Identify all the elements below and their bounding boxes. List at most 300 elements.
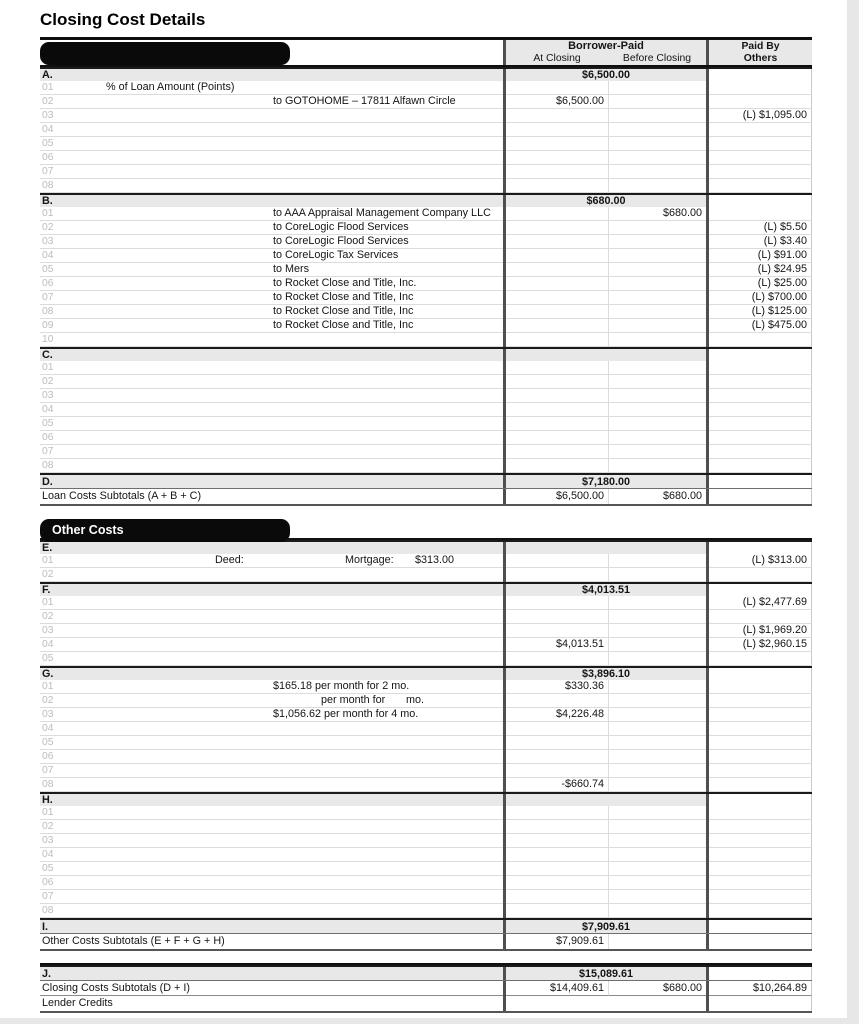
section-letter: J. <box>42 968 52 980</box>
fee-row <box>40 568 812 582</box>
row-number: 10 <box>42 334 54 345</box>
section-letter: H. <box>42 794 53 806</box>
row-number: 02 <box>42 222 54 233</box>
before-closing-amount <box>608 904 706 918</box>
row-description <box>40 195 503 207</box>
paid-by-others-amount <box>709 764 812 778</box>
at-closing-amount <box>506 319 608 333</box>
fee-detail: to CoreLogic Flood Services <box>273 221 409 233</box>
fee-detail: $313.00 <box>415 554 455 566</box>
row-number: 05 <box>42 653 54 664</box>
before-closing-amount <box>608 848 706 862</box>
at-closing-amount <box>506 694 608 708</box>
fee-row <box>40 81 812 95</box>
before-closing-amount <box>608 708 706 722</box>
row-description <box>40 554 503 568</box>
fee-detail: $165.18 per month for 2 mo. <box>273 680 410 692</box>
fee-row <box>40 235 812 249</box>
row-description <box>40 862 503 876</box>
row-description <box>40 722 503 736</box>
row-description <box>40 680 503 694</box>
loan-costs-tab-cell <box>40 40 503 65</box>
at-closing-amount <box>506 445 608 459</box>
fee-row <box>40 277 812 291</box>
at-closing-amount <box>506 81 608 95</box>
at-closing-amount <box>506 722 608 736</box>
section-total-amount <box>506 542 706 554</box>
paid-by-others-amount <box>709 179 812 193</box>
section-letter: G. <box>42 668 54 680</box>
fee-row <box>40 680 812 694</box>
before-closing-amount <box>608 722 706 736</box>
row-description <box>40 179 503 193</box>
at-closing-amount <box>506 459 608 473</box>
loan-costs-tab <box>40 42 290 65</box>
row-description <box>40 876 503 890</box>
at-closing-amount: $7,909.61 <box>555 935 604 947</box>
row-description <box>40 137 503 151</box>
row-description <box>40 848 503 862</box>
before-closing-amount <box>608 624 706 638</box>
fee-detail: to CoreLogic Flood Services <box>273 235 409 247</box>
at-closing-amount <box>506 403 608 417</box>
before-closing-amount <box>608 179 706 193</box>
paid-by-others-amount <box>709 403 812 417</box>
before-closing-amount <box>608 165 706 179</box>
row-number: 01 <box>42 807 54 818</box>
row-label: Loan Costs Subtotals (A + B + C) <box>42 490 202 502</box>
paid-by-others-amount: (L) $5.50 <box>709 221 812 235</box>
before-closing-amount <box>608 680 706 694</box>
before-closing-amount <box>608 638 706 652</box>
paid-by-others-amount: (L) $25.00 <box>709 277 812 291</box>
loan-costs-column-header <box>40 37 812 67</box>
fee-row <box>40 95 812 109</box>
row-description <box>40 165 503 179</box>
fee-row <box>40 305 812 319</box>
before-closing-amount <box>608 277 706 291</box>
row-description <box>40 668 503 680</box>
row-number: 03 <box>42 835 54 846</box>
paid-by-others-amount: (L) $2,477.69 <box>709 596 812 610</box>
before-closing-amount <box>608 375 706 389</box>
row-description <box>40 431 503 445</box>
paid-by-others-amount <box>709 694 812 708</box>
section-total-amount <box>506 349 706 361</box>
fee-row <box>40 778 812 792</box>
paid-by-others-amount <box>709 904 812 918</box>
fee-row <box>40 694 812 708</box>
paid-by-others-amount <box>709 876 812 890</box>
row-description <box>40 417 503 431</box>
row-number: 06 <box>42 152 54 163</box>
row-description <box>40 69 503 81</box>
at-closing-amount: $4,013.51 <box>506 638 608 652</box>
fee-row <box>40 764 812 778</box>
paid-by-others-amount <box>709 778 812 792</box>
row-description <box>40 806 503 820</box>
fee-row <box>40 291 812 305</box>
at-closing-amount <box>506 179 608 193</box>
section-letter: A. <box>42 69 53 81</box>
fee-row <box>40 389 812 403</box>
at-closing-amount <box>506 375 608 389</box>
row-description <box>40 263 503 277</box>
total-row <box>40 473 812 488</box>
at-closing-amount <box>506 207 608 221</box>
at-closing-amount: -$660.74 <box>506 778 608 792</box>
row-description <box>40 375 503 389</box>
at-closing-amount <box>506 624 608 638</box>
row-number: 08 <box>42 180 54 191</box>
row-number: 05 <box>42 418 54 429</box>
before-closing-amount <box>608 445 706 459</box>
fee-row <box>40 165 812 179</box>
at-closing-amount <box>506 137 608 151</box>
at-closing-amount <box>506 806 608 820</box>
row-number: 08 <box>42 905 54 916</box>
section-total-amount: $15,089.61 <box>506 967 706 980</box>
fee-row <box>40 890 812 904</box>
row-number: 01 <box>42 555 54 566</box>
row-description <box>40 750 503 764</box>
before-closing-amount <box>608 151 706 165</box>
row-number: 08 <box>42 779 54 790</box>
at-closing-amount <box>506 417 608 431</box>
before-closing-amount <box>608 834 706 848</box>
paid-by-others-amount: $10,264.89 <box>709 981 812 996</box>
paid-by-others-amount <box>709 584 812 596</box>
section-total-amount: $7,909.61 <box>506 920 706 933</box>
at-closing-amount <box>506 834 608 848</box>
fee-row <box>40 624 812 638</box>
fee-row <box>40 207 812 221</box>
paid-by-others-amount <box>709 680 812 694</box>
other-costs-body <box>40 540 812 949</box>
section-letter: E. <box>42 542 53 554</box>
row-number: 01 <box>42 208 54 219</box>
at-closing-amount <box>506 151 608 165</box>
row-number: 07 <box>42 891 54 902</box>
row-description <box>40 95 503 109</box>
row-number: 06 <box>42 432 54 443</box>
row-number: 02 <box>42 96 54 107</box>
paid-by-others-amount <box>709 890 812 904</box>
before-closing-amount <box>608 934 706 949</box>
row-label: Closing Costs Subtotals (D + I) <box>42 982 190 994</box>
fee-row <box>40 876 812 890</box>
paid-by-others-amount <box>709 652 812 666</box>
before-closing-amount <box>608 361 706 375</box>
row-number: 08 <box>42 460 54 471</box>
row-description <box>40 305 503 319</box>
fee-label <box>40 792 503 793</box>
before-closing-amount <box>608 996 706 1011</box>
at-closing-amount <box>506 890 608 904</box>
fee-row <box>40 736 812 750</box>
borrower-paid-label: Borrower-Paid <box>568 40 644 52</box>
paid-by-others-amount <box>709 389 812 403</box>
at-closing-amount <box>506 596 608 610</box>
paid-by-others-amount: (L) $313.00 <box>709 554 812 568</box>
row-number: 04 <box>42 639 54 650</box>
row-description <box>40 624 503 638</box>
row-description <box>40 890 503 904</box>
paid-by-others-amount <box>709 417 812 431</box>
row-number: 03 <box>42 709 54 720</box>
fee-row <box>40 109 812 123</box>
at-closing-amount <box>506 305 608 319</box>
row-number: 03 <box>42 625 54 636</box>
paid-by-others-amount <box>709 610 812 624</box>
at-closing-amount <box>506 109 608 123</box>
row-description <box>40 542 503 554</box>
paid-by-others-amount: (L) $1,969.20 <box>709 624 812 638</box>
head-row <box>40 193 812 207</box>
paid-by-others-amount <box>709 750 812 764</box>
paid-by-others-amount <box>709 834 812 848</box>
plain-row <box>40 996 812 1011</box>
before-closing-amount <box>608 652 706 666</box>
at-closing-amount: $6,500.00 <box>506 95 608 109</box>
at-closing-amount <box>506 277 608 291</box>
row-label: Lender Credits <box>42 997 113 1009</box>
row-number: 02 <box>42 376 54 387</box>
other-costs-tab <box>40 519 290 542</box>
total-row <box>40 965 812 980</box>
at-closing-amount <box>506 610 608 624</box>
fee-row <box>40 610 812 624</box>
paid-by-others-amount <box>709 137 812 151</box>
row-description <box>40 967 503 980</box>
row-description <box>40 736 503 750</box>
row-number: 07 <box>42 292 54 303</box>
row-number: 04 <box>42 849 54 860</box>
fee-detail: Deed: <box>215 554 244 566</box>
row-description <box>40 475 503 488</box>
fee-detail: per month for <box>321 694 386 706</box>
row-number: 04 <box>42 250 54 261</box>
fee-row <box>40 263 812 277</box>
row-number: 02 <box>42 821 54 832</box>
paid-by-others-amount <box>709 722 812 736</box>
before-closing-amount <box>608 750 706 764</box>
row-description <box>40 834 503 848</box>
row-description <box>40 445 503 459</box>
paid-by-label-line2: Others <box>743 52 778 64</box>
fee-row <box>40 750 812 764</box>
row-number: 05 <box>42 264 54 275</box>
head-row <box>40 540 812 554</box>
at-closing-amount <box>506 764 608 778</box>
row-description <box>40 151 503 165</box>
row-number: 01 <box>42 681 54 692</box>
row-number: 06 <box>42 751 54 762</box>
row-description <box>40 123 503 137</box>
fee-row <box>40 179 812 193</box>
row-description <box>40 920 503 933</box>
section-letter: C. <box>42 349 53 361</box>
paid-by-others-amount <box>709 794 812 806</box>
at-closing-amount <box>506 291 608 305</box>
at-closing-amount <box>506 568 608 582</box>
row-description <box>40 996 503 1011</box>
fee-detail: to Rocket Close and Title, Inc <box>273 305 414 317</box>
paid-by-others-amount <box>709 934 812 949</box>
fee-detail: mo. <box>406 694 424 706</box>
paid-by-others-amount <box>709 95 812 109</box>
section-letter: F. <box>42 584 51 596</box>
paid-by-others-amount: (L) $24.95 <box>709 263 812 277</box>
paid-by-others-amount <box>709 361 812 375</box>
paid-by-others-amount <box>709 195 812 207</box>
row-description <box>40 981 503 996</box>
row-number: 04 <box>42 723 54 734</box>
at-closing-amount <box>506 652 608 666</box>
row-number: 01 <box>42 362 54 373</box>
section-letter: B. <box>42 195 53 207</box>
at-closing-amount <box>506 431 608 445</box>
at-closing-amount <box>506 848 608 862</box>
fee-detail: to AAA Appraisal Management Company LLC <box>273 207 491 219</box>
fee-row <box>40 904 812 918</box>
section-letter: I. <box>42 921 48 933</box>
fee-detail: $1,056.62 per month for 4 mo. <box>273 708 419 720</box>
paid-by-others-amount <box>709 806 812 820</box>
fee-row <box>40 445 812 459</box>
row-description <box>40 361 503 375</box>
before-closing-amount: $680.00 <box>608 981 706 996</box>
before-closing-amount <box>608 459 706 473</box>
fee-row <box>40 652 812 666</box>
fee-detail: to Rocket Close and Title, Inc. <box>273 277 417 289</box>
row-description <box>40 389 503 403</box>
fee-row <box>40 375 812 389</box>
before-closing-amount <box>608 431 706 445</box>
fee-row <box>40 123 812 137</box>
head-row <box>40 347 812 361</box>
paid-by-others-amount <box>709 375 812 389</box>
before-closing-amount <box>608 694 706 708</box>
section-total-amount: $4,013.51 <box>506 584 706 596</box>
fee-detail: to Rocket Close and Title, Inc <box>273 291 414 303</box>
before-closing-amount <box>608 890 706 904</box>
fee-row <box>40 249 812 263</box>
paid-by-others-amount <box>709 349 812 361</box>
row-description <box>40 319 503 333</box>
fee-detail: Mortgage: <box>345 554 394 566</box>
fee-detail: to Rocket Close and Title, Inc <box>273 319 414 331</box>
at-closing-amount: $14,409.61 <box>506 981 608 996</box>
before-closing-amount <box>608 235 706 249</box>
at-closing-amount <box>506 862 608 876</box>
paid-by-others-amount <box>709 668 812 680</box>
row-description <box>40 610 503 624</box>
head-row <box>40 67 812 81</box>
row-number: 02 <box>42 569 54 580</box>
paid-by-others-amount <box>709 81 812 95</box>
fee-row <box>40 820 812 834</box>
head-row <box>40 792 812 806</box>
row-number: 07 <box>42 765 54 776</box>
paid-by-label-line1: Paid By <box>741 41 780 52</box>
row-description <box>40 333 503 347</box>
fee-detail: % of Loan Amount (Points) <box>106 81 235 93</box>
fee-row <box>40 333 812 347</box>
paid-by-others-amount <box>709 542 812 554</box>
at-closing-amount <box>506 820 608 834</box>
before-closing-amount <box>608 862 706 876</box>
row-description <box>40 694 503 708</box>
at-closing-amount: $6,500.00 <box>555 490 604 502</box>
paid-by-others-amount <box>709 820 812 834</box>
at-closing-amount <box>506 361 608 375</box>
row-description <box>40 489 503 504</box>
at-closing-amount <box>506 263 608 277</box>
paid-by-others-amount <box>709 967 812 980</box>
paid-by-others-amount <box>709 848 812 862</box>
before-closing-amount <box>608 123 706 137</box>
row-number: 01 <box>42 82 54 93</box>
at-closing-column-label: At Closing <box>533 53 581 64</box>
row-description <box>40 904 503 918</box>
row-number: 03 <box>42 110 54 121</box>
row-number: 02 <box>42 611 54 622</box>
paid-by-others-amount <box>709 123 812 137</box>
section-total-amount: $7,180.00 <box>506 475 706 488</box>
before-closing-amount <box>608 403 706 417</box>
row-description <box>40 708 503 722</box>
paid-by-others-amount <box>709 333 812 347</box>
before-closing-amount <box>608 806 706 820</box>
subtotal-row <box>40 933 812 949</box>
before-closing-amount <box>608 736 706 750</box>
row-description <box>40 638 503 652</box>
head-row <box>40 582 812 596</box>
at-closing-amount <box>506 904 608 918</box>
fee-row <box>40 596 812 610</box>
before-closing-amount <box>608 554 706 568</box>
fee-row <box>40 403 812 417</box>
row-number: 02 <box>42 695 54 706</box>
row-description <box>40 221 503 235</box>
row-number: 01 <box>42 597 54 608</box>
at-closing-amount <box>506 221 608 235</box>
before-closing-amount: $680.00 <box>608 489 706 504</box>
fee-detail: to CoreLogic Tax Services <box>273 249 399 261</box>
row-description <box>40 291 503 305</box>
at-closing-amount <box>506 249 608 263</box>
row-number: 06 <box>42 278 54 289</box>
paid-by-others-amount <box>709 475 812 488</box>
before-closing-amount <box>608 610 706 624</box>
at-closing-amount <box>506 876 608 890</box>
section-total-amount: $3,896.10 <box>506 668 706 680</box>
loan-costs-body <box>40 67 812 504</box>
before-closing-amount <box>608 95 706 109</box>
fee-row <box>40 806 812 820</box>
row-description <box>40 109 503 123</box>
other-costs-table <box>40 538 812 951</box>
paid-by-others-amount <box>709 996 812 1011</box>
paid-by-others-amount <box>709 736 812 750</box>
before-closing-amount <box>608 305 706 319</box>
at-closing-amount <box>506 235 608 249</box>
row-description <box>40 934 503 949</box>
before-closing-amount <box>608 291 706 305</box>
paid-by-others-amount: (L) $2,960.15 <box>709 638 812 652</box>
at-closing-amount <box>506 996 608 1011</box>
